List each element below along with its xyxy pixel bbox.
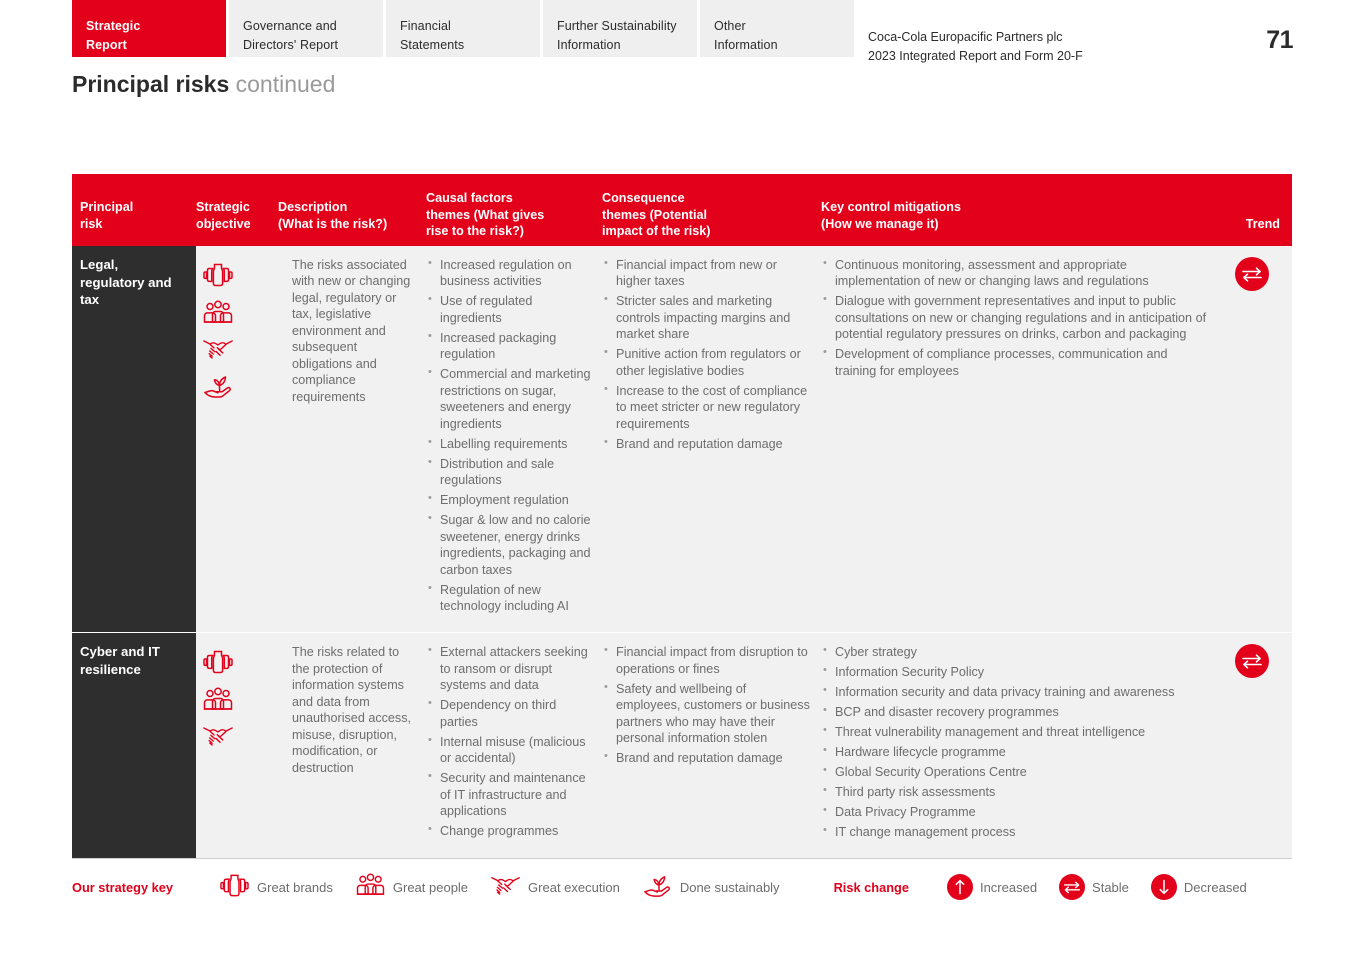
- list-item: • Commercial and marketing restrictions on sugar, sweeteners and energy ingredients: [426, 366, 592, 432]
- objective-icon-list: [202, 260, 278, 400]
- risk-name-cell: Legal, regulatory and tax: [72, 246, 196, 632]
- list-item: • Cyber strategy: [821, 644, 1211, 660]
- great-execution-icon: [202, 723, 278, 749]
- done-sustainably-icon: [202, 372, 278, 400]
- consequence-themes-cell: [602, 633, 821, 858]
- description-cell: The risks associated with new or changing legal, regulatory or tax, legislative environment and subsequent obligations and compliance requirements: [292, 258, 411, 404]
- legend-item-great-people: [355, 873, 468, 901]
- trend-cell: [1221, 633, 1292, 858]
- list-item: • External attackers seeking to ransom or disrupt systems and data: [426, 644, 592, 693]
- list-item: • Increase to the cost of compliance to meet stricter or new regulatory requirements: [602, 383, 811, 432]
- description-cell: The risks related to the protection of information systems and data from unauthorised access, misuse, disruption, modification, or destruction: [292, 645, 412, 775]
- list-item: • Sugar & low and no calorie sweetener, energy drinks ingredients, packaging and carbon taxes: [426, 512, 592, 578]
- arrows-swap-icon: [1235, 644, 1269, 678]
- list-item: • BCP and disaster recovery programmes: [821, 704, 1211, 720]
- risk-name-cell: Cyber and IT resilience: [72, 633, 196, 858]
- great-people-icon: [202, 687, 278, 713]
- nav-tab-line1: Other: [714, 19, 746, 33]
- nav-tab-other-information[interactable]: [700, 0, 854, 57]
- table-header-row: [72, 174, 1292, 246]
- consequence-list: [602, 644, 811, 766]
- nav-tab-financial-statements[interactable]: [386, 0, 540, 57]
- header-line2: (How we manage it): [821, 216, 939, 231]
- list-item: • Third party risk assessments: [821, 784, 1211, 800]
- nav-tab-line1: Strategic: [86, 19, 141, 33]
- column-header-causal-factors: [426, 174, 602, 246]
- legend-label: Done sustainably: [679, 879, 780, 895]
- legend-label: Increased: [979, 879, 1038, 895]
- table-row: [72, 246, 1292, 633]
- arrows-swap-icon: [1235, 257, 1269, 291]
- list-item: • Development of compliance processes, communication and training for employees: [821, 346, 1211, 379]
- list-item: • Use of regulated ingredients: [426, 293, 592, 326]
- list-item: • Punitive action from regulators or other legislative bodies: [602, 346, 811, 379]
- done-sustainably-icon: [642, 872, 673, 902]
- list-item: • Increased regulation on business activities: [426, 257, 592, 290]
- header-line1: Key control mitigations: [821, 200, 961, 214]
- header-line2: risk: [80, 216, 103, 231]
- list-item: • Change programmes: [426, 823, 592, 839]
- causal-factors-cell: [426, 246, 602, 632]
- nav-tab-line2: Information: [557, 37, 621, 52]
- nav-tab-line2: Statements: [400, 37, 465, 52]
- nav-tab-line2: Information: [714, 37, 778, 52]
- great-brands-icon: [202, 647, 278, 677]
- column-header-trend: Trend: [1245, 217, 1280, 231]
- list-item: • Safety and wellbeing of employees, customers or business partners who may have their personal information stolen: [602, 681, 811, 747]
- list-item: • Dialogue with government representatives and input to public consultations on new or changing regulations and in anticipation of potential regulatory pressures on drinks, carbon and packaging: [821, 293, 1211, 342]
- great-people-icon: [202, 300, 278, 326]
- strategic-objective-cell: [196, 633, 278, 858]
- list-item: • Security and maintenance of IT infrastructure and applications: [426, 770, 592, 819]
- header-line2: themes (Potential: [602, 207, 707, 222]
- page-number: 71: [1266, 26, 1293, 54]
- nav-tab-line2: Report: [86, 37, 127, 52]
- nav-tab-strategic-report[interactable]: [72, 0, 226, 57]
- list-item: • Information Security Policy: [821, 664, 1211, 680]
- legend-item-great-execution: [490, 873, 620, 901]
- header-line2: (What is the risk?): [278, 216, 388, 231]
- causal-factors-cell: [426, 633, 602, 858]
- list-item: • Hardware lifecycle programme: [821, 744, 1211, 760]
- header-line1: Strategic: [196, 200, 250, 214]
- great-people-icon: [355, 873, 386, 901]
- legend-label: Great brands: [257, 879, 333, 895]
- header-line1: Principal: [80, 200, 134, 214]
- column-header-consequence-themes: [602, 174, 821, 246]
- mitigations-list: [821, 257, 1211, 379]
- nav-tab-line1: Governance and: [243, 19, 337, 33]
- header-line3: impact of the risk): [602, 224, 711, 239]
- great-execution-icon: [490, 873, 521, 901]
- header-line2: objective: [196, 216, 251, 231]
- list-item: • Information security and data privacy training and awareness: [821, 684, 1211, 700]
- arrow-down-icon: [1151, 874, 1177, 900]
- principal-risks-table: [72, 174, 1292, 859]
- header-line1: Consequence: [602, 191, 685, 205]
- document-report: 2023 Integrated Report and Form 20-F: [868, 49, 1083, 64]
- great-execution-icon: [202, 336, 278, 362]
- document-identifier: [868, 0, 1083, 64]
- nav-tab-governance[interactable]: [229, 0, 383, 57]
- legend-label: Stable: [1092, 879, 1129, 895]
- top-navigation: [0, 0, 1365, 64]
- list-item: • Increased packaging regulation: [426, 330, 592, 363]
- strategy-key-title: Our strategy key: [72, 879, 174, 895]
- header-line2: themes (What gives: [426, 207, 545, 222]
- arrows-swap-icon: [1059, 874, 1085, 900]
- list-item: • Dependency on third parties: [426, 697, 592, 730]
- list-item: • Financial impact from new or higher taxes: [602, 257, 811, 290]
- strategic-objective-cell: [196, 246, 278, 632]
- consequence-themes-cell: [602, 246, 821, 632]
- list-item: • IT change management process: [821, 824, 1211, 840]
- page-title: [72, 71, 1365, 98]
- consequence-list: [602, 257, 811, 452]
- list-item: • Employment regulation: [426, 492, 592, 508]
- causal-factors-list: [426, 644, 592, 839]
- column-header-principal-risk: [72, 174, 196, 246]
- causal-factors-list: [426, 257, 592, 615]
- nav-tab-further-sustainability[interactable]: [543, 0, 697, 57]
- list-item: • Continuous monitoring, assessment and appropriate implementation of new or changing laws and regulations: [821, 257, 1211, 290]
- column-header-key-control-mitigations: [821, 174, 1221, 246]
- list-item: • Brand and reputation damage: [602, 750, 811, 766]
- legend-item-decreased: [1151, 874, 1247, 900]
- list-item: • Internal misuse (malicious or accidental): [426, 734, 592, 767]
- header-line1: Description: [278, 200, 348, 214]
- column-header-description: [278, 174, 426, 246]
- column-header-strategic-objective: [196, 174, 278, 246]
- legend-item-great-brands: [219, 871, 333, 903]
- legend-bar: [72, 858, 1292, 903]
- list-item: • Labelling requirements: [426, 436, 592, 452]
- list-item: • Global Security Operations Centre: [821, 764, 1211, 780]
- objective-icon-list: [202, 647, 278, 749]
- legend-label: Great execution: [528, 879, 620, 895]
- legend-item-increased: [947, 874, 1037, 900]
- list-item: • Brand and reputation damage: [602, 436, 811, 452]
- list-item: • Financial impact from disruption to operations or fines: [602, 644, 811, 677]
- mitigations-list: [821, 644, 1211, 840]
- legend-label: Decreased: [1183, 879, 1247, 895]
- header-line1: Causal factors: [426, 191, 513, 205]
- page-title-continued: continued: [235, 71, 336, 97]
- key-control-mitigations-cell: [821, 246, 1221, 632]
- list-item: • Regulation of new technology including AI: [426, 582, 592, 615]
- key-control-mitigations-cell: [821, 633, 1221, 858]
- nav-tab-line1: Financial: [400, 19, 451, 33]
- page-title-main: Principal risks: [72, 71, 230, 97]
- header-line3: rise to the risk?): [426, 224, 524, 239]
- document-company: Coca-Cola Europacific Partners plc: [868, 30, 1063, 44]
- list-item: • Data Privacy Programme: [821, 804, 1211, 820]
- table-row: [72, 633, 1292, 859]
- list-item: • Threat vulnerability management and threat intelligence: [821, 724, 1211, 740]
- great-brands-icon: [219, 871, 250, 903]
- great-brands-icon: [202, 260, 278, 290]
- trend-cell: [1221, 246, 1292, 632]
- legend-item-stable: [1059, 874, 1129, 900]
- arrow-up-icon: [947, 874, 973, 900]
- list-item: • Distribution and sale regulations: [426, 456, 592, 489]
- legend-item-done-sustainably: [642, 872, 780, 902]
- risk-change-title: Risk change: [833, 879, 909, 895]
- list-item: • Stricter sales and marketing controls impacting margins and market share: [602, 293, 811, 342]
- nav-tab-line1: Further Sustainability: [557, 19, 677, 33]
- legend-label: Great people: [392, 879, 469, 895]
- nav-tab-line2: Directors' Report: [243, 37, 339, 52]
